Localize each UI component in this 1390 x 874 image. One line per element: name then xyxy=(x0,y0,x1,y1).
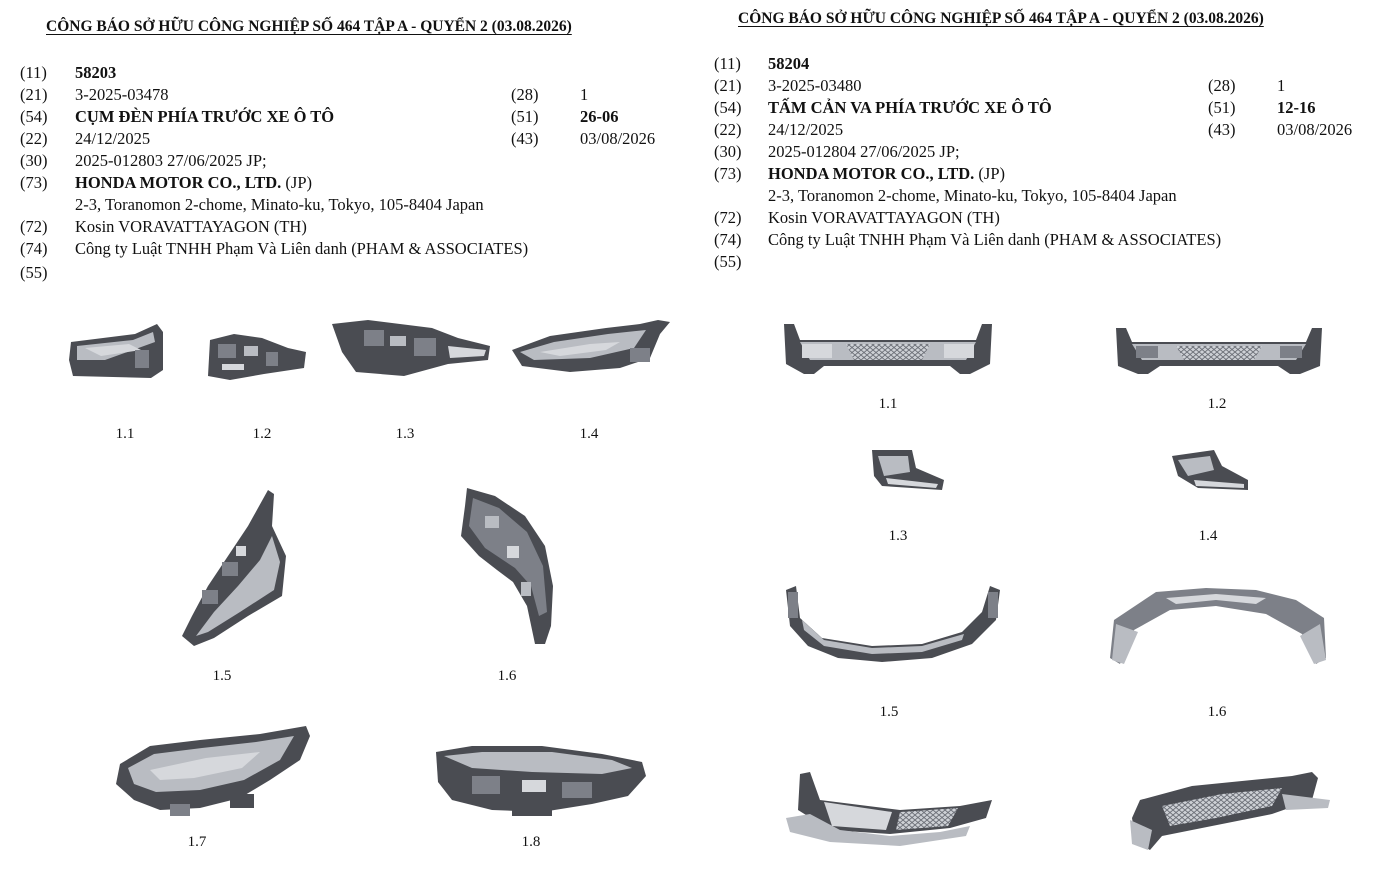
headlamp-figure-1-2 xyxy=(204,330,309,385)
headlamp-figure-1-3 xyxy=(328,316,493,380)
designer: Kosin VORAVATTAYAGON (TH) xyxy=(75,217,307,236)
bumper-figure-1-6 xyxy=(1106,584,1331,668)
figure-label: 1.1 xyxy=(878,396,898,412)
figure-label: 1.5 xyxy=(212,668,232,684)
headlamp-figure-1-7 xyxy=(110,724,315,824)
priority: 2025-012803 27/06/2025 JP; xyxy=(75,151,267,170)
publication-date: 03/08/2026 xyxy=(580,129,656,148)
design-title: CỤM ĐÈN PHÍA TRƯỚC XE Ô TÔ xyxy=(75,107,335,126)
designer: Kosin VORAVATTAYAGON (TH) xyxy=(768,208,1000,227)
figure-label: 1.6 xyxy=(1207,704,1227,720)
code-30: (30) xyxy=(714,142,742,161)
locarno-class: 26-06 xyxy=(580,107,619,126)
bumper-figure-1-1 xyxy=(780,320,995,378)
owner xyxy=(75,172,312,194)
bumper-figure-1-4 xyxy=(1168,446,1253,496)
code-43: (43) xyxy=(511,129,539,148)
agent: Công ty Luật TNHH Phạm Và Liên danh (PHAM & ASSOCIATES) xyxy=(768,230,1222,249)
figure-label: 1.3 xyxy=(888,528,908,544)
figure-label: 1.3 xyxy=(395,426,415,442)
code-72: (72) xyxy=(714,208,742,227)
figure-label: 1.5 xyxy=(879,704,899,720)
code-73: (73) xyxy=(20,173,48,192)
owner-address: 2-3, Toranomon 2-chome, Minato-ku, Tokyo, 105-8404 Japan xyxy=(75,195,484,214)
code-43: (43) xyxy=(1208,120,1236,139)
bumper-figure-1-3 xyxy=(842,444,947,496)
code-51: (51) xyxy=(1208,98,1236,117)
headlamp-figure-1-4 xyxy=(510,318,675,376)
code-28: (28) xyxy=(511,85,539,104)
agent: Công ty Luật TNHH Phạm Và Liên danh (PHAM & ASSOCIATES) xyxy=(75,239,529,258)
code-28: (28) xyxy=(1208,76,1236,95)
code-55: (55) xyxy=(714,252,742,271)
owner xyxy=(768,163,1005,185)
registration-number: 58204 xyxy=(768,54,810,73)
figure-label: 1.4 xyxy=(579,426,599,442)
figure-label: 1.6 xyxy=(497,668,517,684)
code-55: (55) xyxy=(20,263,48,282)
bumper-figure-1-7 xyxy=(780,770,1002,848)
owner-name: HONDA MOTOR CO., LTD. xyxy=(75,173,282,192)
bumper-figure-1-8 xyxy=(1122,770,1334,860)
filing-date: 24/12/2025 xyxy=(75,129,151,148)
code-51: (51) xyxy=(511,107,539,126)
design-title: TẤM CẢN VA PHÍA TRƯỚC XE Ô TÔ xyxy=(768,98,1052,117)
code-30: (30) xyxy=(20,151,48,170)
owner-country: (JP) xyxy=(974,164,1006,183)
figure-label: 1.7 xyxy=(187,834,207,850)
code-54: (54) xyxy=(714,98,742,117)
code-74: (74) xyxy=(20,239,48,258)
code-22: (22) xyxy=(714,120,742,139)
registration-number: 58203 xyxy=(75,63,117,82)
application-number: 3-2025-03480 xyxy=(768,76,862,95)
figure-label: 1.4 xyxy=(1198,528,1218,544)
headlamp-figure-1-1 xyxy=(65,320,170,385)
code-54: (54) xyxy=(20,107,48,126)
headlamp-figure-1-8 xyxy=(432,742,650,828)
code-73: (73) xyxy=(714,164,742,183)
bumper-figure-1-5 xyxy=(782,582,1004,666)
gazette-header-left: CÔNG BÁO SỞ HỮU CÔNG NGHIỆP SỐ 464 TẬP A - QUYỂN 2 (03.08.2026) xyxy=(46,18,572,35)
owner-name: HONDA MOTOR CO., LTD. xyxy=(768,164,975,183)
headlamp-figure-1-6 xyxy=(455,486,560,648)
owner-address: 2-3, Toranomon 2-chome, Minato-ku, Tokyo, 105-8404 Japan xyxy=(768,186,1177,205)
code-21: (21) xyxy=(20,85,48,104)
code-22: (22) xyxy=(20,129,48,148)
application-number: 3-2025-03478 xyxy=(75,85,169,104)
code-74: (74) xyxy=(714,230,742,249)
figure-label: 1.2 xyxy=(252,426,272,442)
publication-date: 03/08/2026 xyxy=(1277,120,1353,139)
code-72: (72) xyxy=(20,217,48,236)
bumper-figure-1-2 xyxy=(1112,322,1327,380)
filing-date: 24/12/2025 xyxy=(768,120,844,139)
locarno-class: 12-16 xyxy=(1277,98,1316,117)
code-11: (11) xyxy=(20,63,47,82)
figure-label: 1.8 xyxy=(521,834,541,850)
design-count: 1 xyxy=(580,85,589,104)
code-21: (21) xyxy=(714,76,742,95)
gazette-header-right: CÔNG BÁO SỞ HỮU CÔNG NGHIỆP SỐ 464 TẬP A - QUYỂN 2 (03.08.2026) xyxy=(738,10,1264,27)
owner-country: (JP) xyxy=(281,173,313,192)
design-count: 1 xyxy=(1277,76,1286,95)
priority: 2025-012804 27/06/2025 JP; xyxy=(768,142,960,161)
figure-label: 1.2 xyxy=(1207,396,1227,412)
figure-label: 1.1 xyxy=(115,426,135,442)
headlamp-figure-1-5 xyxy=(168,486,298,651)
code-11: (11) xyxy=(714,54,741,73)
